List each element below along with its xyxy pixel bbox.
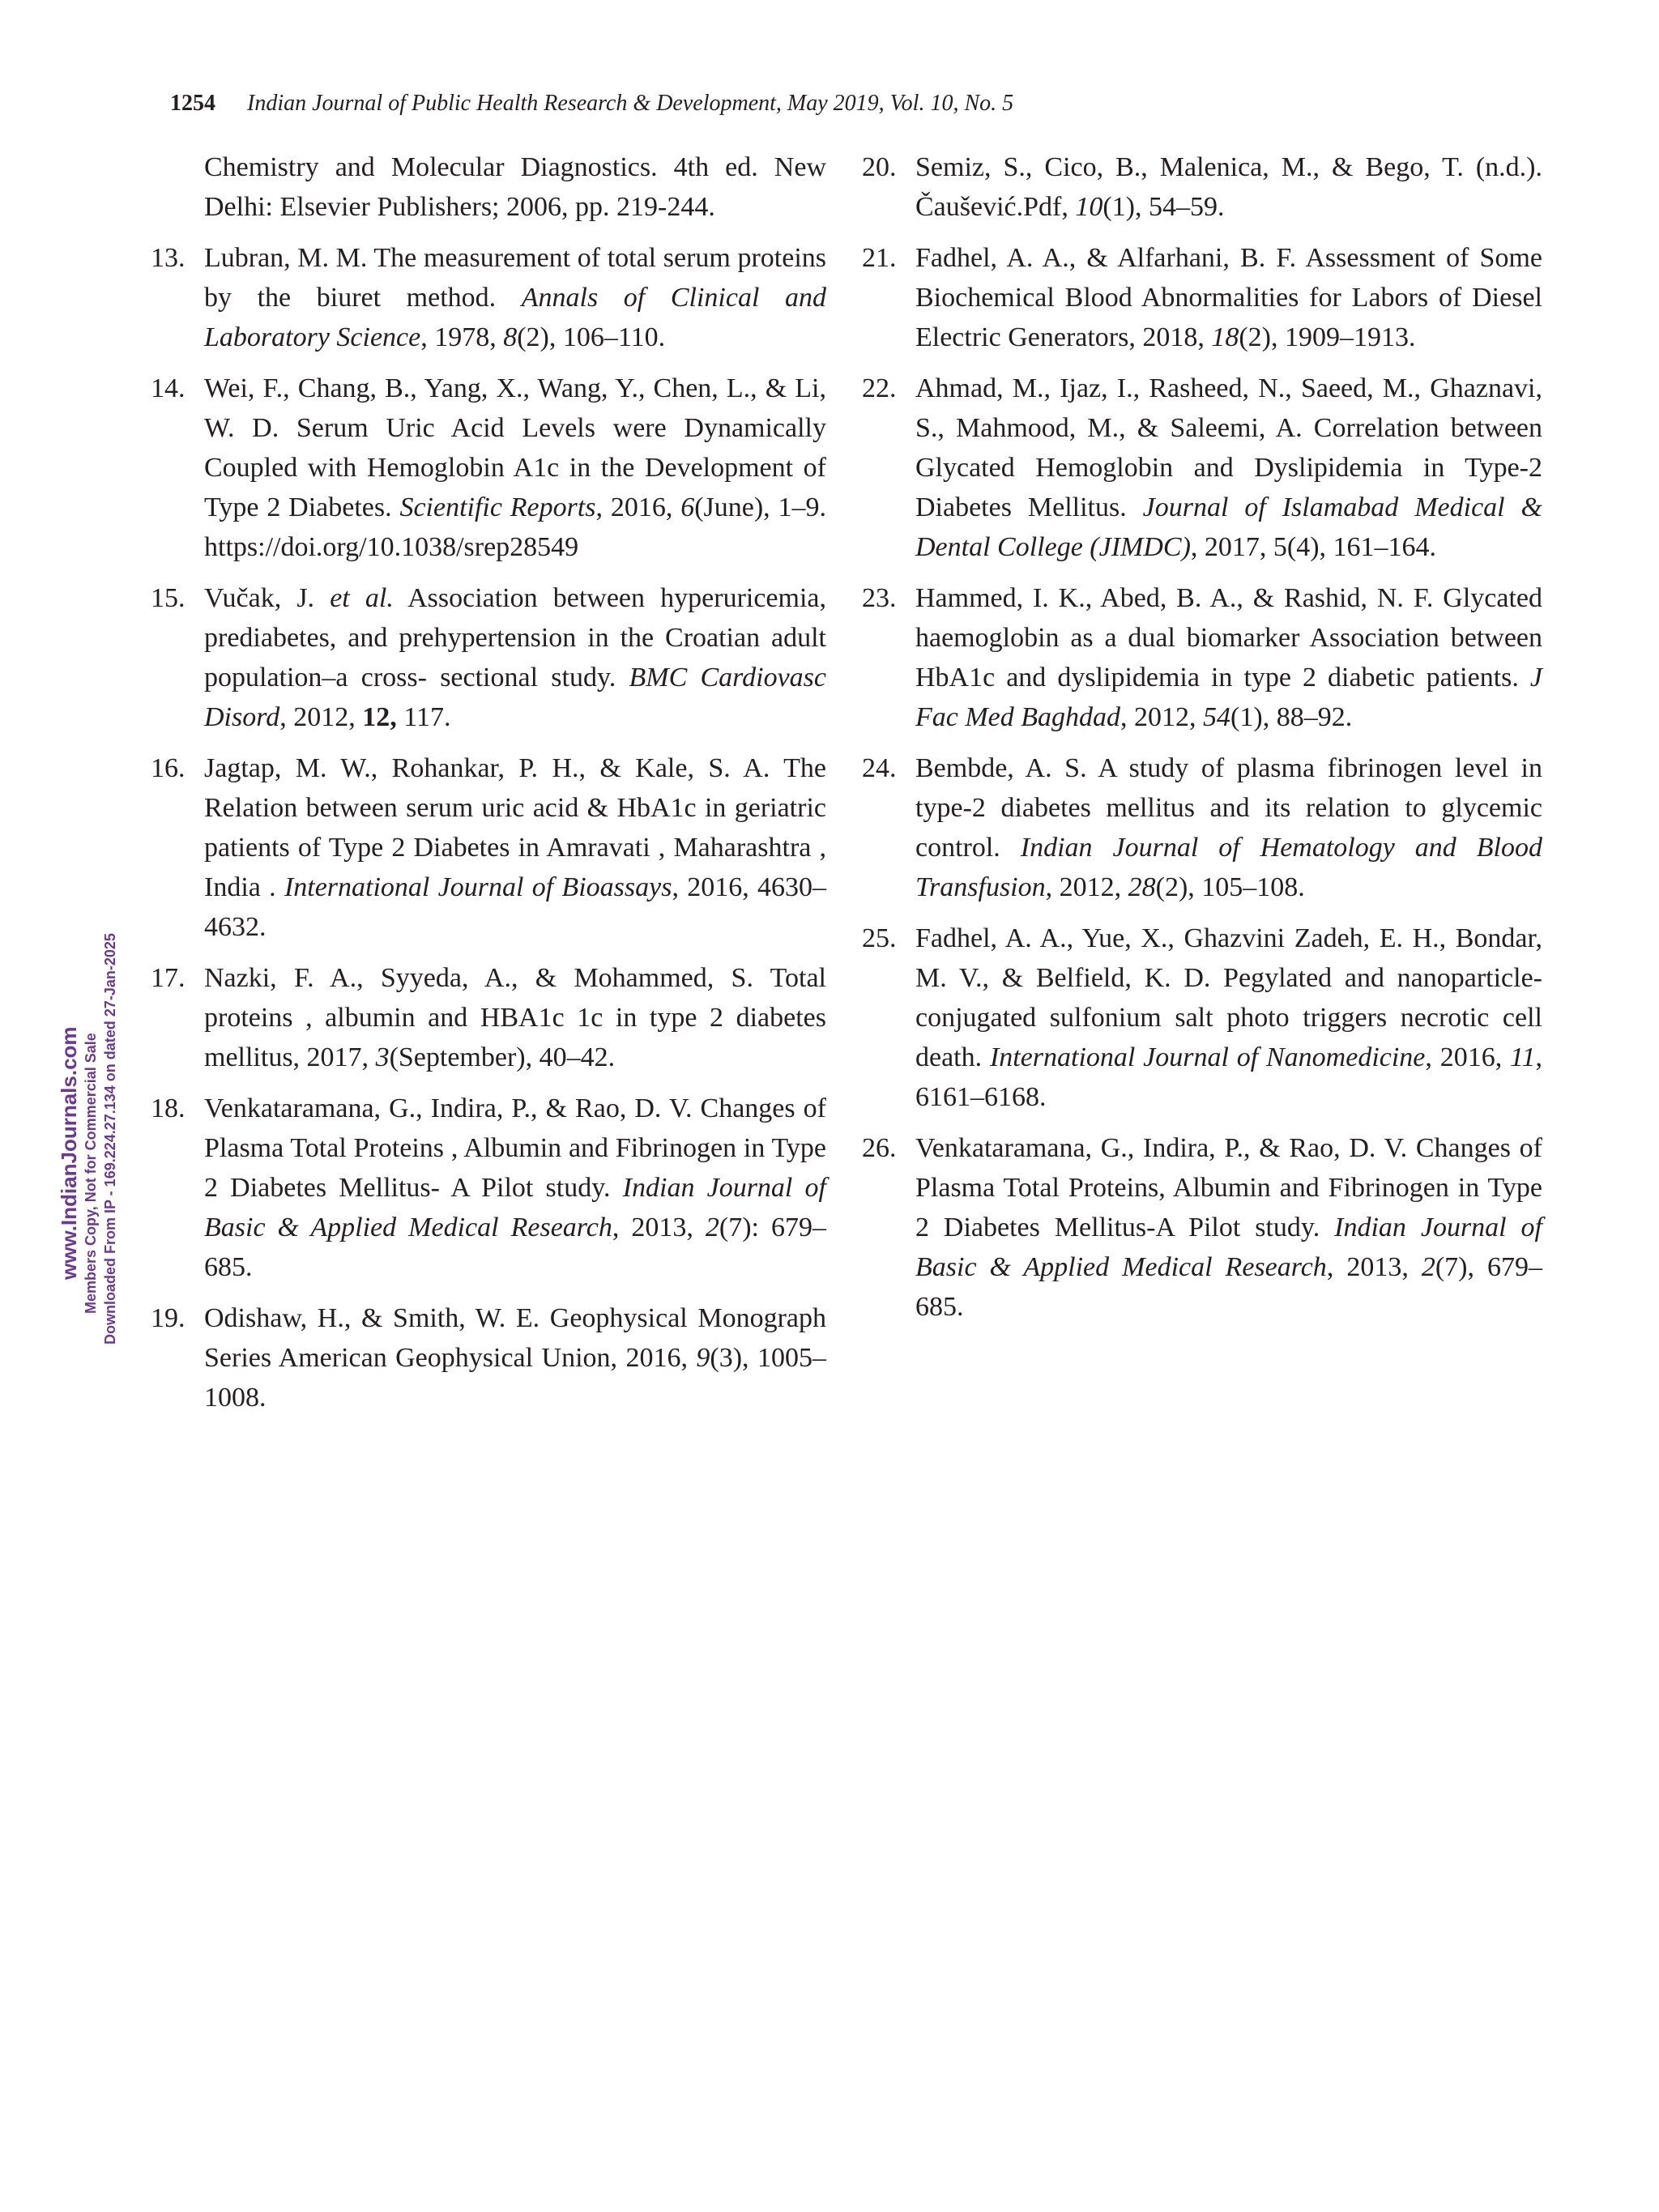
watermark-copy-notice: Members Copy, Not for Commercial Sale <box>83 1033 99 1314</box>
watermark-download-info: Downloaded From IP - 169.224.27.134 on dated 27-Jan-2025 <box>102 933 118 1345</box>
reference-item: 24. Bembde, A. S. A study of plasma fibrinogen level in type-2 diabetes mellitus and its relation to glycemic control. Indian Journal of Hematology and Blood Transfusion, 2012, 28(2), 105–108. <box>862 748 1542 907</box>
reference-continuation: Chemistry and Molecular Diagnostics. 4th ed. New Delhi: Elsevier Publishers; 2006, pp. 219-244. <box>204 152 826 222</box>
reference-item: 21. Fadhel, A. A., & Alfarhani, B. F. Assessment of Some Biochemical Blood Abnormalities for Labors of Diesel Electric Generators, 2018, 18(2), 1909–1913. <box>862 238 1542 357</box>
reference-item: 16. Jagtap, M. W., Rohankar, P. H., & Kale, S. A. The Relation between serum uric acid & HbA1c in geriatric patients of Type 2 Diabetes in Amravati , Maharashtra , India . International Journal of Bioassays, 2016, 4630–4632. <box>151 748 826 947</box>
journal-citation-line: Indian Journal of Public Health Research & Development, May 2019, Vol. 10, No. 5 <box>247 91 1014 116</box>
reference-number: 16. <box>151 753 186 783</box>
reference-item: 25. Fadhel, A. A., Yue, X., Ghazvini Zadeh, E. H., Bondar, M. V., & Belfield, K. D. Pegylated and nanoparticle-conjugated sulfonium salt photo triggers necrotic cell death. International Journal of Nanomedicine, 2016, 11, 6161–6168. <box>862 918 1542 1117</box>
reference-number: 20. <box>862 152 897 182</box>
reference-number: 21. <box>862 243 897 273</box>
reference-number: 14. <box>151 373 186 403</box>
reference-number: 23. <box>862 583 897 613</box>
reference-number: 24. <box>862 753 897 783</box>
reference-number: 13. <box>151 243 186 273</box>
reference-number: 15. <box>151 583 186 613</box>
reference-number: 19. <box>151 1303 186 1333</box>
running-header <box>170 87 1547 120</box>
reference-item: 14. Wei, F., Chang, B., Yang, X., Wang, Y., Chen, L., & Li, W. D. Serum Uric Acid Levels were Dynamically Coupled with Hemoglobin A1c in the Development of Type 2 Diabetes. Scientific Reports, 2016, 6(June), 1–9. https://doi.org/10.1038/srep28549 <box>151 369 826 567</box>
watermark-site: www.IndianJournals.com <box>57 1026 81 1280</box>
reference-number: 17. <box>151 963 186 993</box>
reference-column-right <box>862 147 1542 1338</box>
reference-item: 19. Odishaw, H., & Smith, W. E. Geophysical Monograph Series American Geophysical Union, 2016, 9(3), 1005–1008. <box>151 1298 826 1417</box>
page-number: 1254 <box>170 91 215 116</box>
reference-item: 17. Nazki, F. A., Syyeda, A., & Mohammed, S. Total proteins , albumin and HBA1c 1c in type 2 diabetes mellitus, 2017, 3(September), 40–42. <box>151 958 826 1077</box>
reference-item: 18. Venkataramana, G., Indira, P., & Rao, D. V. Changes of Plasma Total Proteins , Albumin and Fibrinogen in Type 2 Diabetes Mellitus- A Pilot study. Indian Journal of Basic & Applied Medical Research, 2013, 2(7): 679–685. <box>151 1089 826 1287</box>
reference-column-left <box>151 147 826 1429</box>
reference-number: 18. <box>151 1093 186 1123</box>
reference-item: 23. Hammed, I. K., Abed, B. A., & Rashid, N. F. Glycated haemoglobin as a dual biomarker Association between HbA1c and dyslipidemia in type 2 diabetic patients. J Fac Med Baghdad, 2012, 54(1), 88–92. <box>862 578 1542 737</box>
reference-number: 25. <box>862 923 897 953</box>
reference-item: 22. Ahmad, M., Ijaz, I., Rasheed, N., Saeed, M., Ghaznavi, S., Mahmood, M., & Saleemi, A. Correlation between Glycated Hemoglobin and Dyslipidemia in Type-2 Diabetes Mellitus. Journal of Islamabad Medical & Dental College (JIMDC), 2017, 5(4), 161–164. <box>862 369 1542 567</box>
reference-item: 26. Venkataramana, G., Indira, P., & Rao, D. V. Changes of Plasma Total Proteins, Albumin and Fibrinogen in Type 2 Diabetes Mellitus-A Pilot study. Indian Journal of Basic & Applied Medical Research, 2013, 2(7), 679–685. <box>862 1128 1542 1327</box>
reference-item: 20. Semiz, S., Cico, B., Malenica, M., & Bego, T. (n.d.). Čaušević.Pdf, 10(1), 54–59. <box>862 147 1542 227</box>
reference-number: 26. <box>862 1133 897 1163</box>
reference-item: 15. Vučak, J. et al. Association between hyperuricemia, prediabetes, and prehypertension in the Croatian adult population–a cross- sectional study. BMC Cardiovasc Disord, 2012, 12, 117. <box>151 578 826 737</box>
reference-item: 13. Lubran, M. M. The measurement of total serum proteins by the biuret method. Annals of Clinical and Laboratory Science, 1978, 8(2), 106–110. <box>151 238 826 357</box>
reference-number: 22. <box>862 373 897 403</box>
